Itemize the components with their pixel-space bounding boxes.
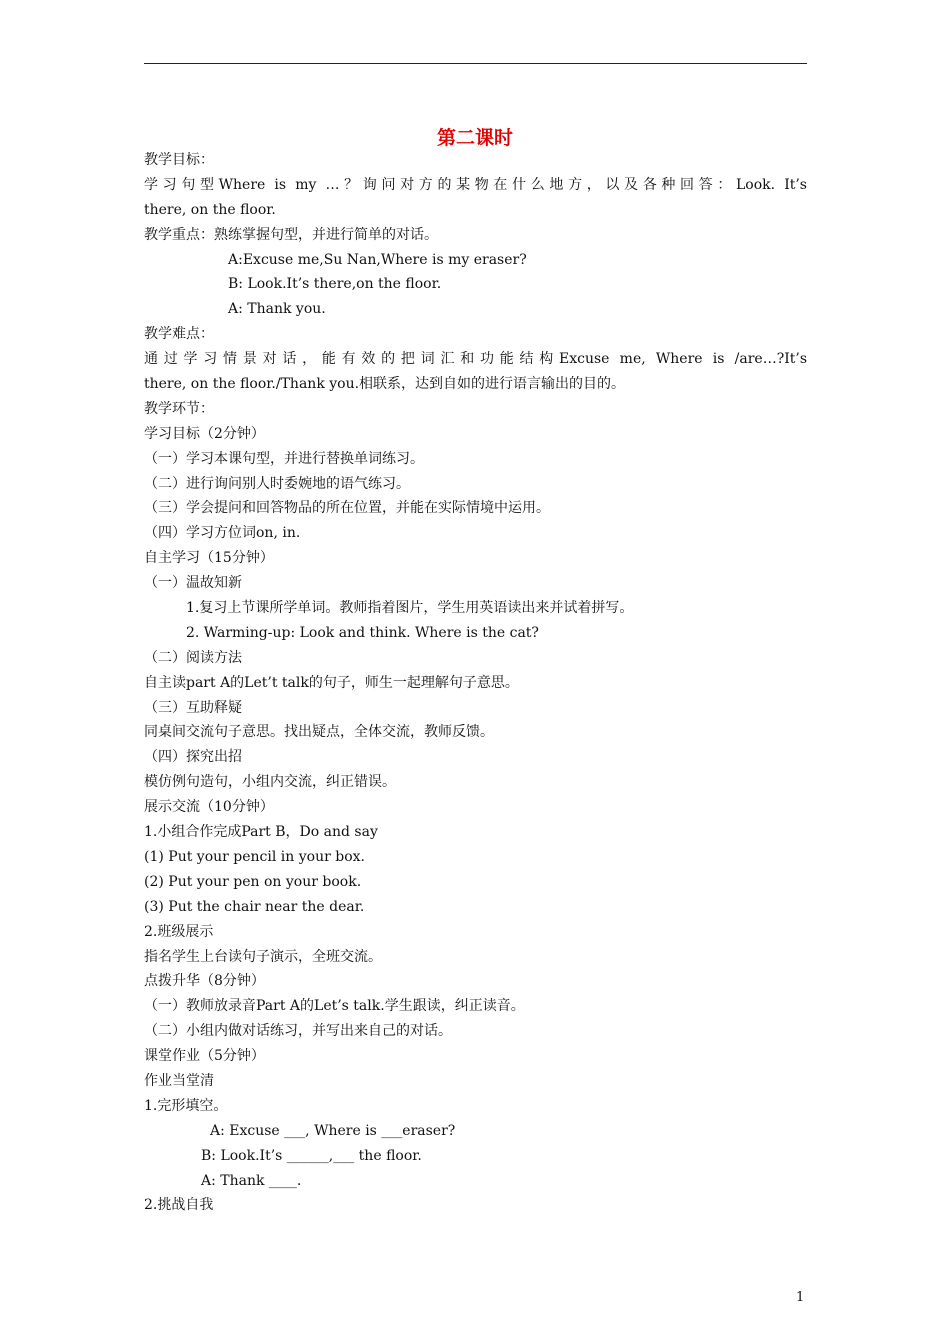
section-heading: 教学目标： [144,152,214,168]
list-item: （四）探究出招 [144,749,242,766]
section-heading: 学习目标（2分钟） [144,425,265,442]
section-heading: 课堂作业（5分钟） [144,1048,265,1065]
list-item: 1.复习上节课所学单词。教师指着图片，学生用英语读出来并试着拼写。 [186,600,634,617]
section-heading: 展示交流（10分钟） [144,799,274,816]
list-item: （二）进行询问别人时委婉地的语气练习。 [144,475,410,492]
dialogue-line: A: Thank you. [228,301,326,318]
section-heading: 自主学习（15分钟） [144,550,274,567]
text-line: 模仿例句造句，小组内交流，纠正错误。 [144,774,396,791]
list-item: 2.挑战自我 [144,1197,214,1214]
list-item: 1.完形填空。 [144,1097,228,1114]
page-number: 1 [796,1290,805,1305]
list-item: （一）教师放录音Part A的Let’s talk.学生跟读，纠正读音。 [144,998,525,1015]
list-item: （一）学习本课句型，并进行替换单词练习。 [144,450,424,467]
text-line: there, on the floor. [144,201,276,218]
dialogue-line: A:Excuse me,Su Nan,Where is my eraser? [228,251,527,268]
list-item: (3) Put the chair near the dear. [144,898,365,915]
text-line: 自主读part A的Let’t talk的句子，师生一起理解句子意思。 [144,674,519,691]
exercise-line: A: Excuse ___, Where is ___eraser? [210,1122,456,1139]
text-line: 同桌间交流句子意思。找出疑点，全体交流，教师反馈。 [144,724,494,741]
text-line: 通过学习情景对话，能有效的把词汇和功能结构Excuse me, Where is /are…?It’s [144,351,807,368]
list-item: （一）温故知新 [144,575,242,592]
header-rule [144,63,807,64]
text-line: 作业当堂清 [144,1072,214,1089]
text-line: 学习句型Where is my …？询问对方的某物在什么地方，以及各种回答：Look. It’s [144,176,807,193]
list-item: （二）小组内做对话练习，并写出来自己的对话。 [144,1023,452,1040]
section-heading: 教学环节： [144,400,214,417]
list-item: (1) Put your pencil in your box. [144,848,365,865]
list-item: 2. Warming-up: Look and think. Where is the cat? [186,624,539,641]
list-item: (2) Put your pen on your book. [144,873,362,890]
exercise-line: A: Thank ____. [201,1172,302,1189]
section-heading: 点拨升华（8分钟） [144,973,265,990]
document-body [144,148,807,1218]
list-item: （三）学会提问和回答物品的所在位置，并能在实际情境中运用。 [144,500,550,517]
list-item: 1.小组合作完成Part B，Do and say [144,824,378,841]
list-item: （二）阅读方法 [144,649,242,666]
dialogue-line: B: Look.It’s there,on the floor. [228,276,442,293]
list-item: （三）互助释疑 [144,699,242,716]
list-item: 2.班级展示 [144,923,214,940]
list-item: （四）学习方位词on, in. [144,525,301,542]
section-heading: 教学难点： [144,326,214,343]
section-heading: 教学重点：熟练掌握句型，并进行简单的对话。 [144,226,438,243]
document-title: 第二课时 [436,127,513,149]
text-line: 指名学生上台读句子演示，全班交流。 [144,948,382,965]
text-line: there, on the floor./Thank you.相联系，达到自如的进行语言输出的目的。 [144,376,626,393]
exercise-line: B: Look.It’s ______,___ the floor. [201,1147,422,1164]
